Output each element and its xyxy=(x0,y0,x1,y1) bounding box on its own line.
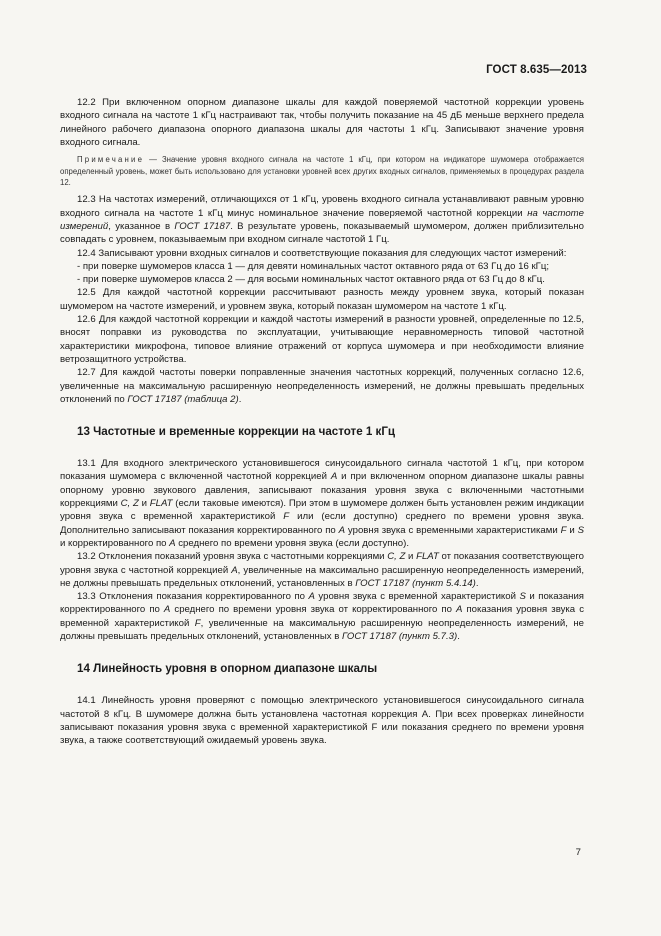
text-run: , увеличенные на максимально расширенную неопределенность измерений, не должны превышать предельных отклонений, установленных в xyxy=(60,564,584,589)
text-run: и корректированного по xyxy=(60,537,170,549)
paragraph-12-6: 12.6 Для каждой частотной коррекции и каждой частоты измерений в разности уровней, определенные по 12.5, вносят поправки из руководства по эксплуатации, учитывающие неравномерность типовой частотной характеристики микрофона, типовое влияние отражений от корпуса шумомера и при необходимости влияние ветрозащитного устройства. xyxy=(60,314,584,365)
standard-reference: ГОСТ 17187 xyxy=(174,221,231,232)
text-run: и при включенном опорном диапазоне шкалы равны опорному уровню звукового давления, записывают показания уровня звука с включенными частотными коррекциями xyxy=(60,471,584,510)
standard-reference: ГОСТ 17187 (таблица 2) xyxy=(127,393,239,405)
text-run: (если таковые имеются). При этом в шумомере должен быть установлен режим индикации уровня звука с временной характеристикой xyxy=(60,498,585,523)
text-run: среднего по времени уровня звука от корректированного по xyxy=(170,604,456,616)
paragraph-13-1 xyxy=(60,457,584,550)
text-run: . В результате уровень, показываемый шумомером, должен приблизительно совпадать с уровнем, показываемым при входном сигнале частотой 1 Гц. xyxy=(60,221,584,246)
text-run: . xyxy=(238,393,242,405)
paragraph-12-5: 12.5 Для каждой частотной коррекции рассчитывают разность между уровнем звука, который показан шумомером на частоте измерений, и уровнем звука, который показан шумомером на частоте 1 кГц. xyxy=(60,287,584,312)
document-header: ГОСТ 8.635—2013 xyxy=(486,64,587,76)
text-run: и xyxy=(138,498,150,510)
list-item: - при поверке шумомеров класса 1 — для девяти номинальных частот октавного ряда от 63 Гц до 16 кГц; xyxy=(77,260,550,272)
italic-run: F xyxy=(560,524,567,536)
paragraph-14-1: 14.1 Линейность уровня проверяют с помощью электрического установившегося синусоидального сигнала частотой 8 кГц. В шумомере должна быть установлена частотная коррекция А. При всех проверках линейности записывают показания уровня звука с временной характеристикой F или показания среднего по времени уровня звука, а также соответствующий ожидаемый уровень звука. xyxy=(60,695,584,747)
section-heading-14: 14 Линейность уровня в опорном диапазоне шкалы xyxy=(77,662,378,676)
italic-run: C, Z xyxy=(387,551,406,563)
italic-run: A xyxy=(330,471,338,483)
text-run: и xyxy=(566,524,578,536)
text-run: от показания соответствующего уровня звука с частотной коррекцией xyxy=(60,551,584,576)
italic-run: FLAT xyxy=(416,551,439,563)
italic-run: A xyxy=(456,604,463,616)
italic-run: A xyxy=(308,591,315,603)
italic-run: A xyxy=(169,537,176,549)
text-run: 13.3 Отклонения показания корректированного по xyxy=(77,591,309,603)
italic-run: F xyxy=(283,511,290,523)
text-run: , увеличенные на максимальную расширенную неопределенность измерений, не должны превышать предельных отклонений, установленных в xyxy=(60,617,584,643)
italic-run: F xyxy=(194,617,201,629)
text-run: среднего по времени уровня звука (если доступно). xyxy=(175,537,409,549)
paragraph-13-2 xyxy=(60,550,584,590)
text-run: 12.7 Для каждой частоты поверки поправленные значения частотных коррекций, полученных согласно 12.6, увеличенные на максимальную расширенную неопределенность измерений, не должны превышать предельных отклонений по xyxy=(60,367,584,405)
document-body xyxy=(60,96,584,748)
text-run: . xyxy=(475,577,479,589)
text-run: 12.3 На частотах измерений, отличающихся от 1 кГц, уровень входного сигнала устанавливают равным уровню входного сигнала на частоте 1 кГц минус номинальное значение поверяемой частотной коррекции xyxy=(60,194,584,219)
section-heading-13: 13 Частотные и временные коррекции на частоте 1 кГц xyxy=(77,425,396,439)
text-run: 13.1 Для входного электрического установившегося синусоидального сигнала частотой 1 кГц, при котором показания шумомера с включенной частотной коррекцией xyxy=(60,458,584,483)
standard-reference: ГОСТ 17187 (пункт 5.7.3) xyxy=(341,631,458,643)
text-run: 13.2 Отклонения показаний уровня звука с частотными коррекциями xyxy=(77,551,388,563)
italic-run: S xyxy=(519,591,526,603)
italic-run: C, Z xyxy=(120,498,139,510)
note-12-2 xyxy=(60,154,584,188)
italic-run: FLAT xyxy=(149,498,173,510)
text-run: уровня звука с временной характеристикой xyxy=(314,591,520,603)
note-label: Примечание xyxy=(77,155,145,165)
paragraph-12-2: 12.2 При включенном опорном диапазоне шкалы для каждой поверяемой частотной коррекции уровень входного сигнала на частоте 1 кГц настраивают так, чтобы получить показание на 45 дБ меньше верхнего предела линейного рабочего диапазона опорного диапазона шкалы для частоты 1 кГц. Записывают значение уровня входного сигнала. xyxy=(60,97,584,148)
paragraph-12-3 xyxy=(60,193,584,246)
text-run: и показания корректированного по xyxy=(60,591,585,616)
italic-run: на частоте измерений xyxy=(60,207,584,232)
text-run: показания уровня звука с временной характеристикой xyxy=(60,604,584,629)
italic-run: A xyxy=(231,564,238,576)
paragraph-13-3 xyxy=(60,590,584,643)
page-number: 7 xyxy=(575,847,581,858)
text-run: уровня звука с временными характеристиками xyxy=(345,524,561,536)
paragraph-12-7 xyxy=(60,366,584,406)
note-text: — Значение уровня входного сигнала на частоте 1 кГц, при котором на индикаторе шумомера отображается определенный уровень, может быть использовано для установки уровней всех других входных сигналов, применяемых в процедурах раздела 12. xyxy=(60,155,584,187)
list-item: - при поверке шумомеров класса 2 — для восьми номинальных частот октавного ряда от 63 Гц до 8 кГц. xyxy=(77,274,545,286)
paragraph-12-4: 12.4 Записывают уровни входных сигналов и соответствующие показания для следующих частот измерений: xyxy=(77,247,567,259)
italic-run: S xyxy=(577,524,584,536)
text-run: и xyxy=(405,551,417,563)
italic-run: A xyxy=(163,604,171,616)
text-run: . xyxy=(457,631,460,643)
standard-reference: ГОСТ 17187 (пункт 5.4.14) xyxy=(355,577,476,589)
text-run: , указанное в xyxy=(108,221,175,232)
text-run: или (если доступно) среднего по времени уровня звука. Дополнительно записывают показания корректированного по xyxy=(60,511,584,536)
italic-run: A xyxy=(338,524,346,536)
